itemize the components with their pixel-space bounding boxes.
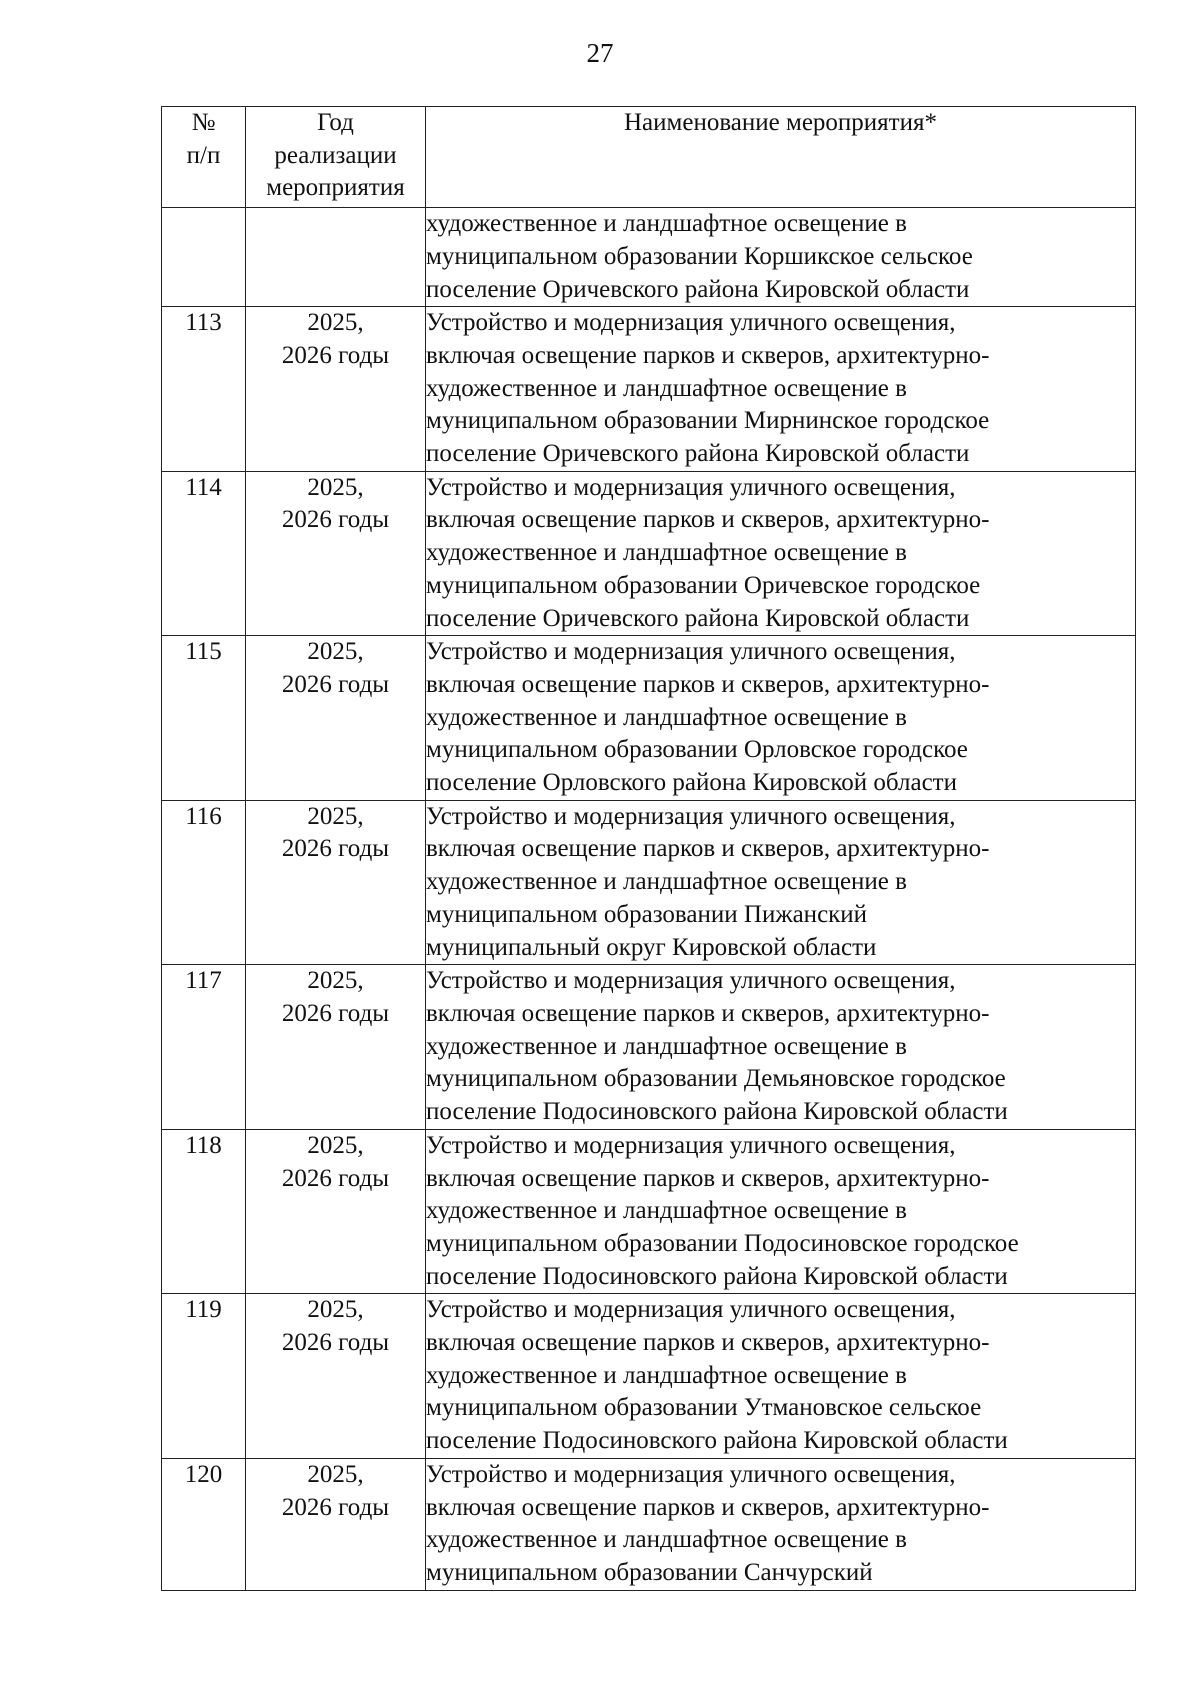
row-year-line: 2026 годы	[281, 1329, 390, 1357]
table-row	[162, 965, 1136, 1130]
row-year-cell	[246, 1294, 426, 1459]
row-name-line: муниципальном образовании Санчурский	[426, 1558, 873, 1586]
row-name-line: Устройство и модернизация уличного освещения,	[426, 638, 956, 666]
row-name-cell	[426, 208, 1136, 307]
row-year-line: 2025,	[307, 473, 364, 501]
row-name-cell	[426, 636, 1136, 801]
row-name-line: Устройство и модернизация уличного освещения,	[426, 967, 956, 995]
row-name-line: муниципальном образовании Пижанский	[426, 900, 868, 928]
row-name-line: художественное и ландшафтное освещение в	[426, 1526, 907, 1554]
row-name-line: включая освещение парков и скверов, архитектурно-	[426, 1493, 990, 1521]
row-name-line: муниципальный округ Кировской области	[426, 933, 877, 961]
row-name-line: художественное и ландшафтное освещение в	[426, 868, 907, 896]
row-number-cell: 120	[162, 1458, 246, 1590]
row-name-cell	[426, 1129, 1136, 1294]
row-year-line: 2025,	[307, 1296, 364, 1324]
row-name-line: поселение Оричевского района Кировской области	[426, 275, 970, 303]
row-year-cell	[246, 1458, 426, 1590]
row-year-line: 2025,	[307, 967, 364, 995]
header-name	[426, 107, 1136, 208]
row-name-line: поселение Орловского района Кировской области	[426, 769, 957, 797]
row-name-line: включая освещение парков и скверов, архитектурно-	[426, 1164, 990, 1192]
row-name-line: муниципальном образовании Орловское городское	[426, 736, 968, 764]
measures-table	[161, 106, 1136, 1591]
row-name-line: художественное и ландшафтное освещение в	[426, 703, 907, 731]
row-name-line: Устройство и модернизация уличного освещения,	[426, 802, 956, 830]
table-row	[162, 1129, 1136, 1294]
row-name-line: муниципальном образовании Оричевское городское	[426, 571, 981, 599]
row-name-line: включая освещение парков и скверов, архитектурно-	[426, 506, 990, 534]
row-year-line: 2025,	[307, 638, 364, 666]
row-name-cell	[426, 1458, 1136, 1590]
row-year-line: 2026 годы	[281, 999, 390, 1027]
table-row	[162, 471, 1136, 636]
row-year-cell	[246, 208, 426, 307]
row-name-line: муниципальном образовании Утмановское сельское	[426, 1394, 982, 1422]
row-name-cell	[426, 800, 1136, 965]
row-name-line: художественное и ландшафтное освещение в	[426, 374, 907, 402]
row-name-line: включая освещение парков и скверов, архитектурно-	[426, 1329, 990, 1357]
row-name-line: художественное и ландшафтное освещение в	[426, 1032, 907, 1060]
row-year-cell	[246, 471, 426, 636]
row-year-line: 2026 годы	[281, 1164, 390, 1192]
row-year-line: 2025,	[307, 1460, 364, 1488]
header-year-line: реализации	[274, 141, 397, 169]
table-header-row	[162, 107, 1136, 208]
row-name-line: Устройство и модернизация уличного освещения,	[426, 473, 956, 501]
row-name-line: муниципальном образовании Коршикское сельское	[426, 242, 973, 270]
row-name-line: Устройство и модернизация уличного освещения,	[426, 1460, 956, 1488]
row-number-cell: 117	[162, 965, 246, 1130]
row-year-cell	[246, 307, 426, 472]
row-name-line: художественное и ландшафтное освещение в	[426, 539, 907, 567]
table-row	[162, 1294, 1136, 1459]
row-name-cell	[426, 965, 1136, 1130]
table-row	[162, 1458, 1136, 1590]
header-name-line: Наименование мероприятия*	[624, 109, 937, 136]
row-name-line: поселение Подосиновского района Кировской области	[426, 1098, 1008, 1126]
page-number: 27	[586, 38, 614, 68]
row-name-line: включая освещение парков и скверов, архитектурно-	[426, 670, 990, 698]
row-number-cell: 119	[162, 1294, 246, 1459]
row-year-cell	[246, 1129, 426, 1294]
table-row	[162, 800, 1136, 965]
row-year-line: 2026 годы	[281, 1493, 390, 1521]
row-name-line: Устройство и модернизация уличного освещения,	[426, 1296, 956, 1324]
row-year-line: 2026 годы	[281, 670, 390, 698]
row-name-line: художественное и ландшафтное освещение в	[426, 1197, 907, 1225]
row-name-line: муниципальном образовании Подосиновское городское	[426, 1229, 1019, 1257]
row-name-line: муниципальном образовании Мирнинское городское	[426, 407, 990, 435]
header-num-line: №	[191, 109, 216, 136]
row-name-line: художественное и ландшафтное освещение в	[426, 1361, 907, 1389]
row-number-cell: 116	[162, 800, 246, 965]
row-name-cell	[426, 1294, 1136, 1459]
row-number-cell	[162, 208, 246, 307]
row-name-line: поселение Оричевского района Кировской области	[426, 440, 970, 468]
row-name-line: муниципальном образовании Демьяновское городское	[426, 1065, 1006, 1093]
row-year-line: 2026 годы	[281, 835, 390, 863]
row-year-line: 2025,	[307, 802, 364, 830]
row-number-cell: 118	[162, 1129, 246, 1294]
row-number-cell: 113	[162, 307, 246, 472]
row-year-line: 2025,	[307, 309, 364, 337]
row-year-line: 2026 годы	[281, 506, 390, 534]
table-row	[162, 636, 1136, 801]
row-name-line: поселение Подосиновского района Кировской области	[426, 1427, 1008, 1455]
table-row	[162, 307, 1136, 472]
row-name-line: включая освещение парков и скверов, архитектурно-	[426, 999, 990, 1027]
header-num	[162, 107, 246, 208]
row-year-cell	[246, 636, 426, 801]
row-name-line: включая освещение парков и скверов, архитектурно-	[426, 835, 990, 863]
table-body	[162, 208, 1136, 1591]
header-num-line: п/п	[186, 141, 221, 169]
row-name-line: поселение Подосиновского района Кировской области	[426, 1262, 1008, 1290]
row-number-cell: 114	[162, 471, 246, 636]
header-year	[246, 107, 426, 208]
header-year-line: мероприятия	[266, 174, 405, 202]
row-year-line: 2026 годы	[281, 341, 390, 369]
row-name-line: художественное и ландшафтное освещение в	[426, 210, 907, 238]
row-name-line: поселение Оричевского района Кировской области	[426, 604, 970, 632]
row-name-cell	[426, 471, 1136, 636]
row-number-cell: 115	[162, 636, 246, 801]
row-name-line: Устройство и модернизация уличного освещения,	[426, 309, 956, 337]
row-name-line: Устройство и модернизация уличного освещения,	[426, 1131, 956, 1159]
header-year-line: Год	[317, 109, 354, 136]
row-name-line: включая освещение парков и скверов, архитектурно-	[426, 341, 990, 369]
row-year-cell	[246, 800, 426, 965]
row-year-cell	[246, 965, 426, 1130]
row-year-line: 2025,	[307, 1131, 364, 1159]
row-name-cell	[426, 307, 1136, 472]
table-row	[162, 208, 1136, 307]
